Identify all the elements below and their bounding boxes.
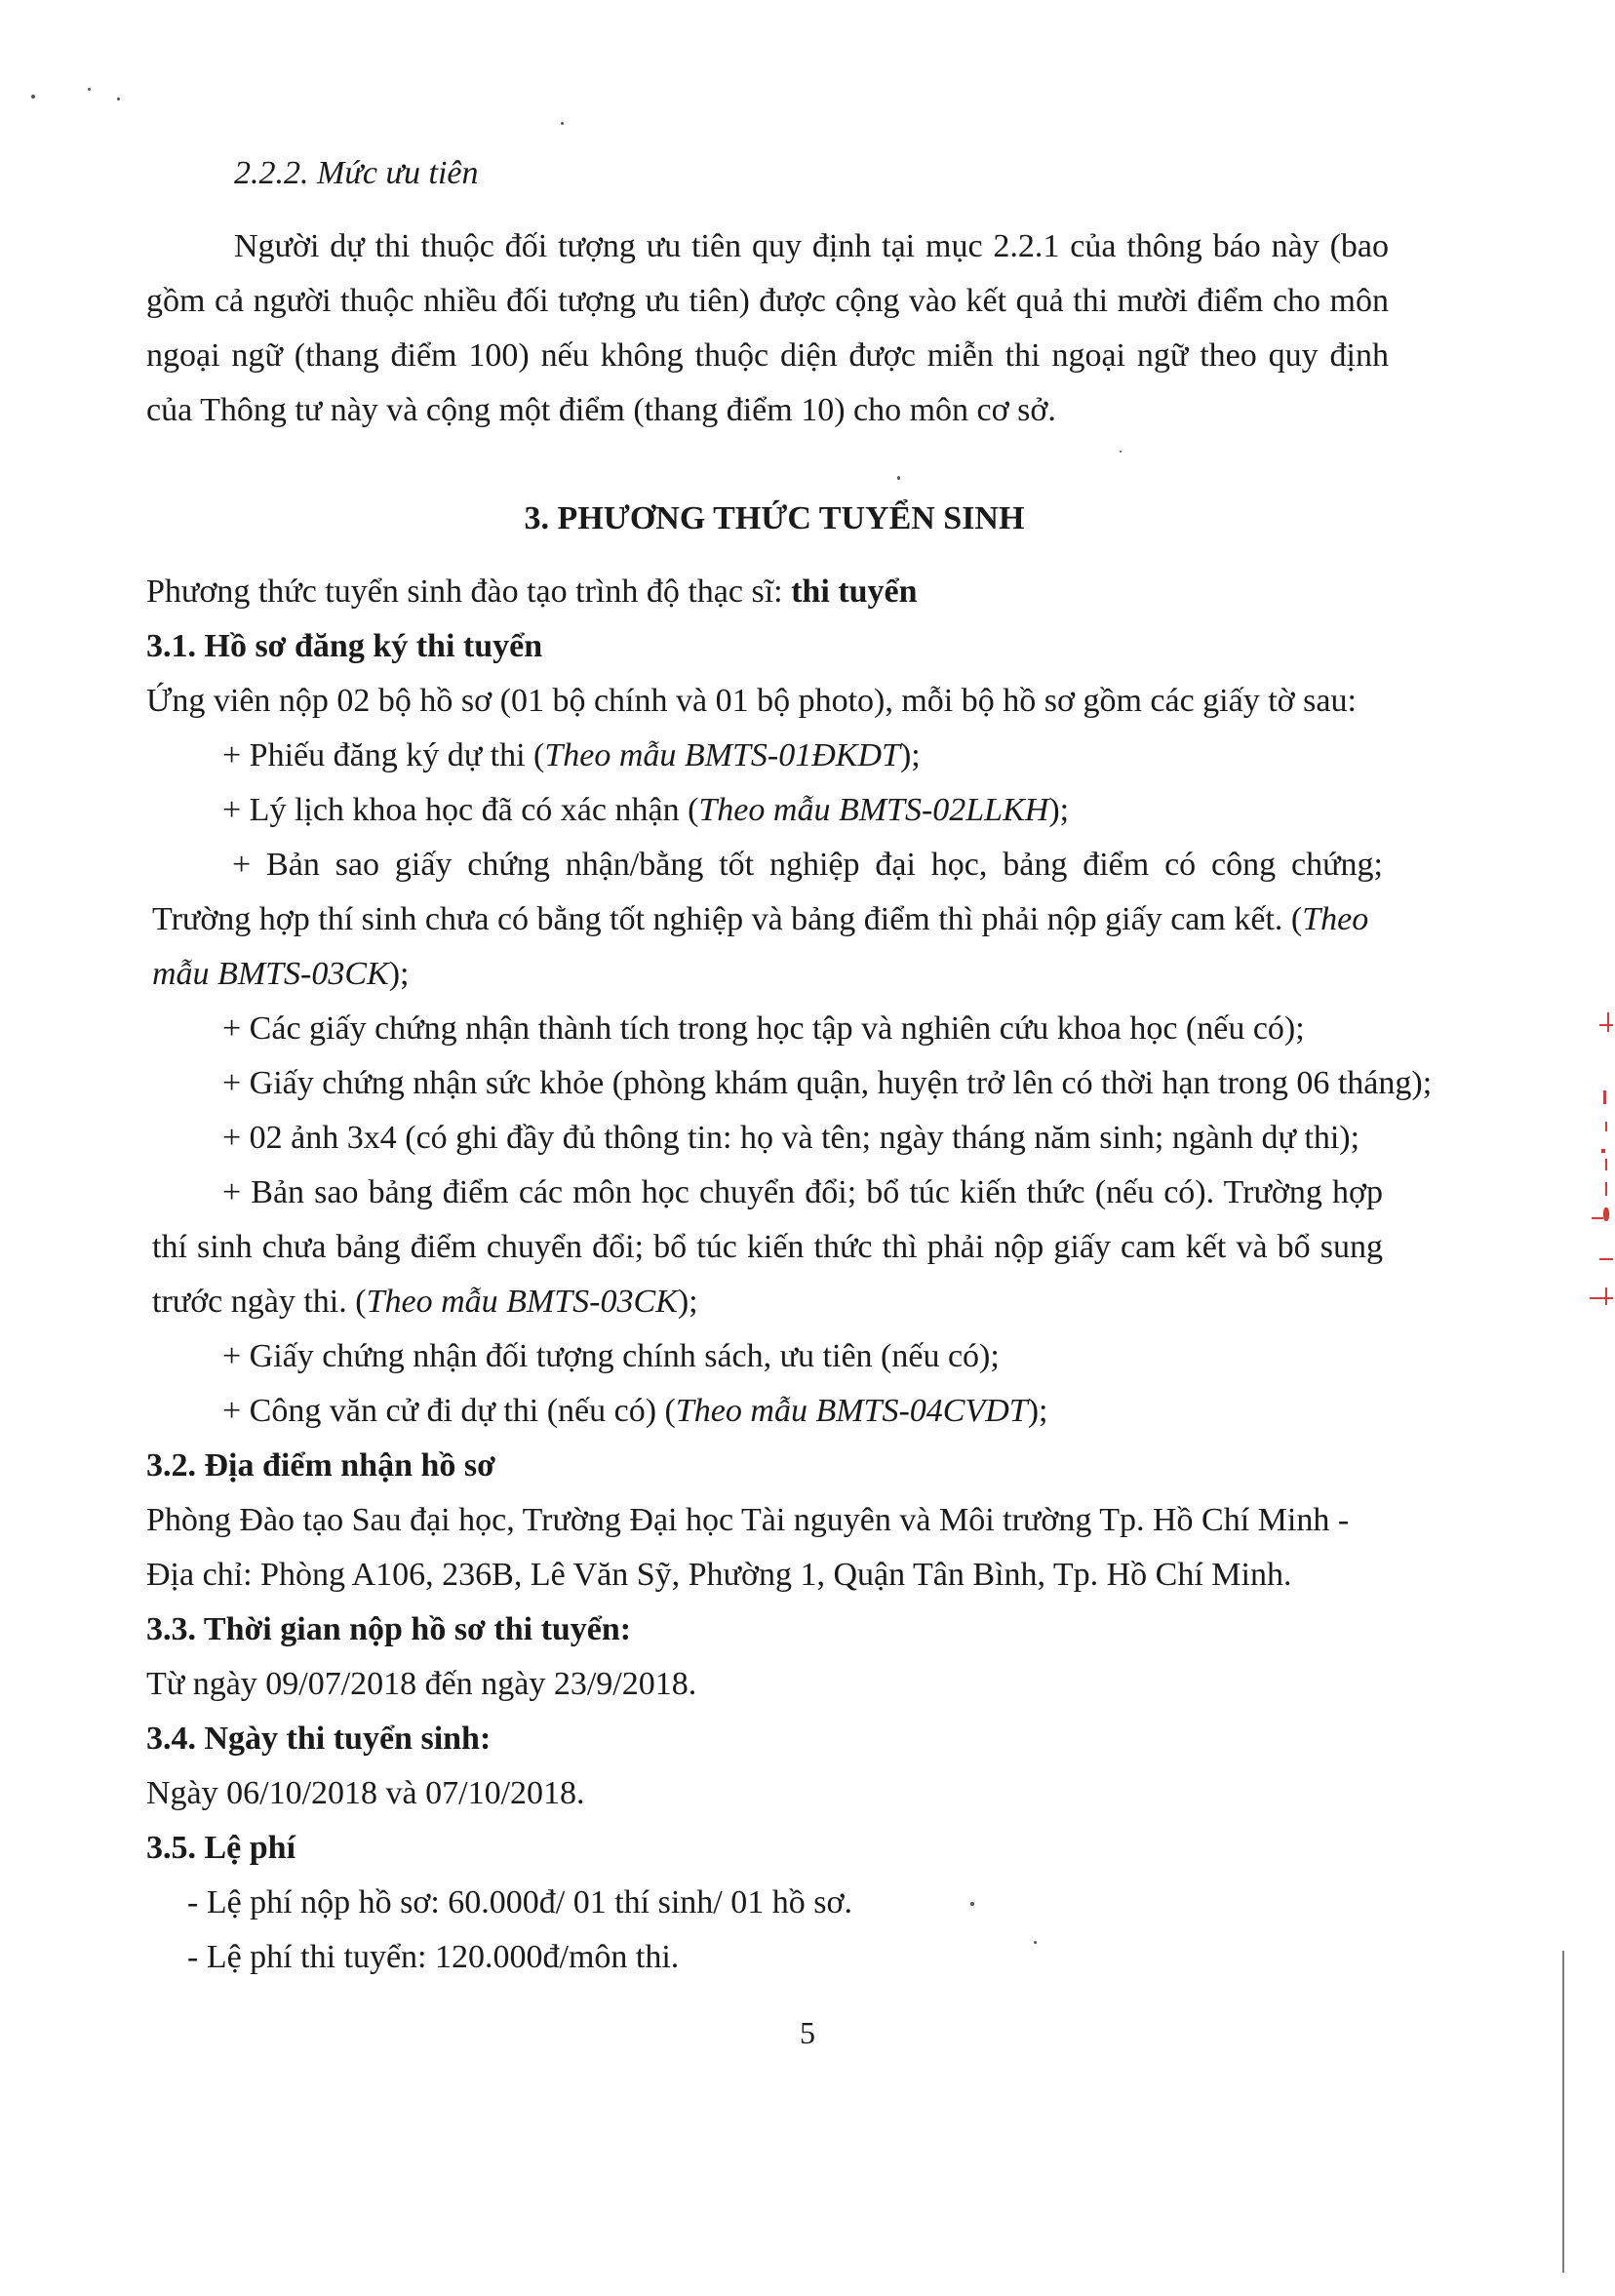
form-reference: Theo mẫu BMTS-04CVDT	[675, 1393, 1028, 1429]
document-item-2	[222, 791, 1461, 830]
item-end: );	[1048, 792, 1070, 828]
item-end: );	[899, 737, 921, 773]
section-3-3-title: 3.3. Thời gian nộp hồ sơ thi tuyển:	[146, 1611, 632, 1647]
priority-paragraph-line-3: ngoại ngữ (thang điểm 100) nếu không thuộc diện được miễn thi ngoại ngữ theo quy định	[146, 337, 1389, 374]
admission-method-label: Phương thức tuyển sinh đào tạo trình độ thạc sĩ:	[146, 574, 792, 610]
form-reference: Theo mẫu BMTS-02LLKH	[698, 792, 1049, 828]
document-item-5: + Giấy chứng nhận sức khỏe (phòng khám quận, huyện trở lên có thời hạn trong 06 tháng);	[222, 1065, 1433, 1101]
item-text: + Công văn cử đi dự thi (nếu có) (	[222, 1393, 676, 1429]
admission-method	[146, 573, 1385, 612]
form-reference: mẫu BMTS-03CK	[152, 956, 389, 992]
document-item-3-line-1: + Bản sao giấy chứng nhận/bằng tốt nghiệp đại học, bảng điểm có công chứng;	[232, 847, 1383, 883]
fee-exam: - Lệ phí thi tuyển: 120.000đ/môn thi.	[187, 1939, 680, 1975]
submission-period: Từ ngày 09/07/2018 đến ngày 23/9/2018.	[146, 1666, 697, 1702]
scan-edge-line	[1562, 1951, 1564, 2273]
priority-paragraph-line-4: của Thông tư này và cộng một điểm (thang điểm 10) cho môn cơ sở.	[146, 392, 1056, 428]
item-text: + Lý lịch khoa học đã có xác nhận (	[222, 792, 699, 828]
document-item-6: + 02 ảnh 3x4 (có ghi đầy đủ thông tin: họ và tên; ngày tháng năm sinh; ngành dự thi);	[222, 1120, 1360, 1156]
item-end: );	[388, 956, 410, 992]
document-item-7-line-3	[152, 1283, 1391, 1322]
form-reference: Theo mẫu BMTS-03CK	[366, 1284, 678, 1320]
section-2-2-2-title: 2.2.2. Mức ưu tiên	[234, 155, 479, 191]
receiving-place-address: Địa chỉ: Phòng A106, 236B, Lê Văn Sỹ, Phường 1, Quận Tân Bình, Tp. Hồ Chí Minh.	[146, 1557, 1292, 1593]
priority-paragraph-line-1: Người dự thi thuộc đối tượng ưu tiên quy định tại mục 2.2.1 của thông báo này (bao	[234, 228, 1389, 264]
section-3-title: 3. PHƯƠNG THỨC TUYỂN SINH	[524, 500, 1025, 536]
form-reference: Theo mẫu BMTS-01ĐKDT	[544, 737, 900, 773]
section-3-4-title: 3.4. Ngày thi tuyển sinh:	[146, 1721, 492, 1757]
document-item-4: + Các giấy chứng nhận thành tích trong học tập và nghiên cứu khoa học (nếu có);	[222, 1010, 1305, 1047]
item-end: );	[677, 1284, 698, 1320]
exam-dates: Ngày 06/10/2018 và 07/10/2018.	[146, 1775, 585, 1811]
section-3-2-title: 3.2. Địa điểm nhận hồ sơ	[146, 1447, 495, 1484]
form-reference: Theo	[1302, 901, 1369, 937]
item-text: Trường hợp thí sinh chưa có bằng tốt nghiệp và bảng điểm thì phải nộp giấy cam kết. (	[152, 901, 1303, 937]
fee-application: - Lệ phí nộp hồ sơ: 60.000đ/ 01 thí sinh/ 01 hồ sơ.	[187, 1884, 852, 1920]
document-item-8: + Giấy chứng nhận đối tượng chính sách, ưu tiên (nếu có);	[222, 1338, 1000, 1374]
priority-paragraph-line-2: gồm cả người thuộc nhiều đối tượng ưu tiên) được cộng vào kết quả thi mười điểm cho môn	[146, 283, 1389, 319]
document-item-3-line-3	[152, 955, 1391, 994]
document-item-3-line-2	[152, 900, 1391, 939]
item-end: );	[1027, 1393, 1048, 1429]
receiving-place-line-1: Phòng Đào tạo Sau đại học, Trường Đại học Tài nguyên và Môi trường Tp. Hồ Chí Minh -	[146, 1502, 1350, 1538]
section-3-5-title: 3.5. Lệ phí	[146, 1830, 296, 1866]
document-item-7-line-2: thí sinh chưa bảng điểm chuyển đổi; bổ túc kiến thức thì phải nộp giấy cam kết và bổ sung	[152, 1229, 1383, 1265]
item-text: + Phiếu đăng ký dự thi (	[222, 737, 545, 773]
item-text: trước ngày thi. (	[152, 1284, 367, 1320]
document-item-7-line-1: + Bản sao bảng điểm các môn học chuyển đổi; bổ túc kiến thức (nếu có). Trường hợp	[222, 1174, 1383, 1210]
page-number: 5	[800, 2015, 815, 2050]
document-item-1	[222, 736, 1461, 775]
admission-method-value: thi tuyển	[791, 574, 918, 610]
document-item-9	[222, 1392, 1461, 1431]
documents-intro: Ứng viên nộp 02 bộ hồ sơ (01 bộ chính và 01 bộ photo), mỗi bộ hồ sơ gồm các giấy tờ sau:	[146, 683, 1357, 719]
section-3-1-title: 3.1. Hồ sơ đăng ký thi tuyển	[146, 628, 543, 664]
